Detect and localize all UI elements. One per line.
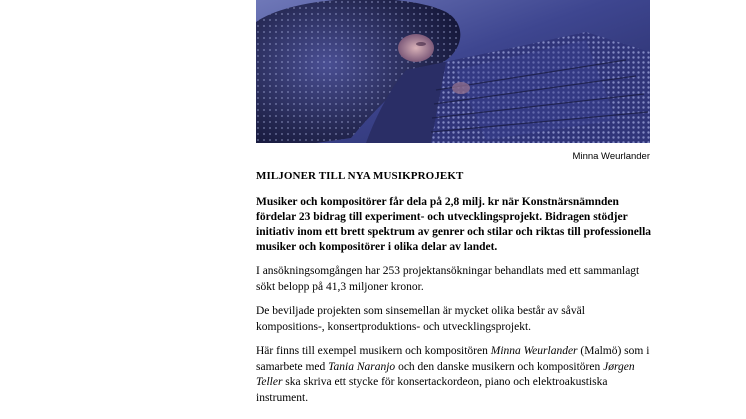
photo-caption: Minna Weurlander	[572, 151, 650, 162]
article-paragraph-3	[256, 344, 652, 406]
article-headline: MILJONER TILL NYA MUSIKPROJEKT	[256, 170, 464, 182]
paragraph-3-text-d: ska skriva ett stycke för konsertackordeon, piano och elektroakustiska instrument.	[256, 376, 608, 404]
person-name-jorgen-teller: Jørgen Teller	[256, 360, 635, 388]
person-name-minna-weurlander: Minna Weurlander	[490, 345, 578, 357]
article-paragraph-2: De beviljade projekten som sinsemellan är mycket olika består av såväl kompositions-, konsertproduktions- och utvecklingsprojekt.	[256, 305, 585, 333]
article-lead: Musiker och kompositörer får dela på 2,8 milj. kr när Konstnärsnämnden fördelar 23 bidrag till experiment- och utvecklingsprojekt. Bidragen stödjer initiativ inom ett brett spektrum av genrer och stilar och riktas till professionella musiker och kompositörer i olika delar av landet.	[256, 196, 652, 253]
paragraph-3-text-c: och den danske musikern och kompositören	[395, 360, 604, 373]
person-name-tania-naranjo: Tania Naranjo	[328, 360, 396, 373]
paragraph-3-text-a: Här finns till exempel musikern och kompositören	[256, 345, 491, 357]
photo-image	[256, 0, 650, 143]
paragraph-3-text-b: (Malmö) som i samarbete med	[256, 345, 650, 373]
article-column	[256, 0, 652, 406]
article-paragraph-1: I ansökningsomgången har 253 projektansökningar behandlats med ett sammanlagt sökt belopp på 41,3 miljoner kronor.	[256, 265, 640, 293]
article-photo	[256, 0, 650, 143]
